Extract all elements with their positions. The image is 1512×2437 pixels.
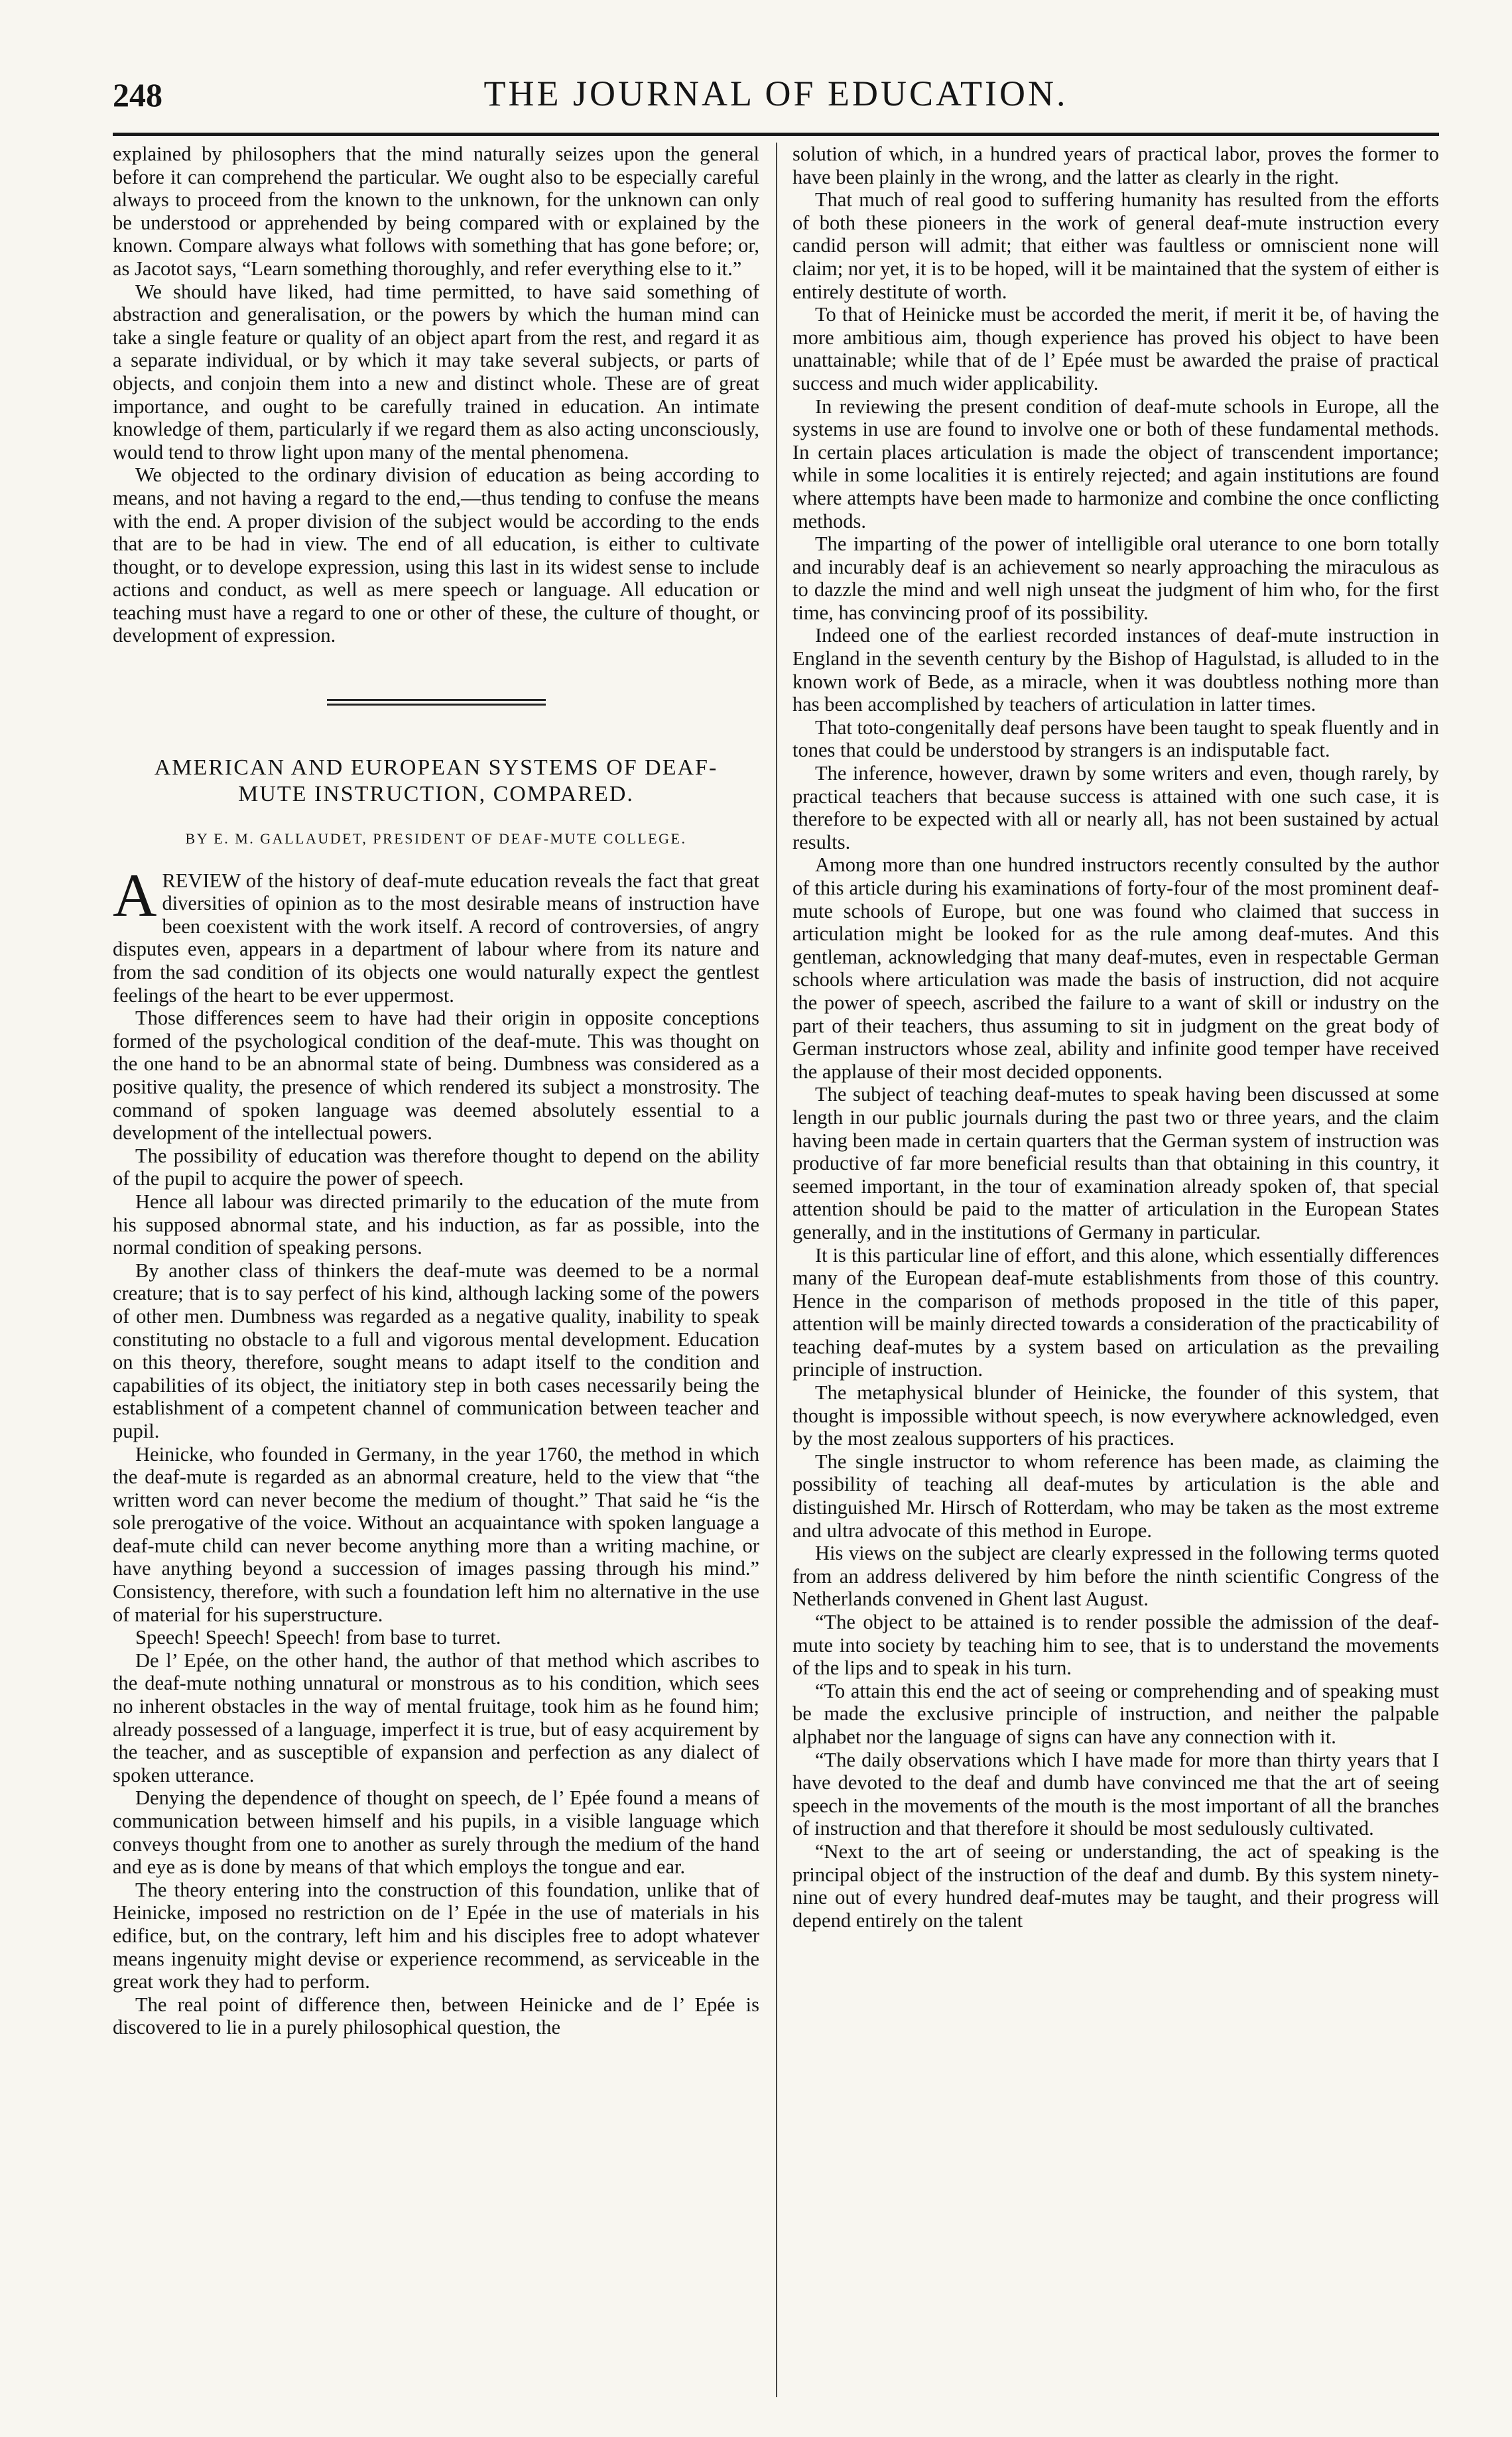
page-number: 248 [113, 76, 162, 113]
paragraph: De l’ Epée, on the other hand, the author of that method which ascribes to the deaf-mute nothing unnatural or monstrous as to his condition, which sees no inherent obstacles in the way of mental fruitage, took him as he found him; already possessed of a language, imperfect it is true, but of easy acquirement by the teacher, and as susceptible of expansion and perfection as any dialect of spoken utterance. [113, 1649, 759, 1786]
paragraph: Among more than one hundred instructors recently consulted by the author of this article during his examinations of forty-four of the most prominent deaf-mute schools of Europe, but one was found who claimed that success in articulation might be looked for as the rule among deaf-mutes. And this gentleman, acknowledging that many deaf-mutes, even in respectable German schools where articulation was made the basis of instruction, did not acquire the power of speech, ascribed the failure to a want of skill or industry on the part of their teachers, thus assuming to sit in judgment on the great body of German instructors whose zeal, ability and infinite good temper have received the applause of their most decided opponents. [792, 853, 1439, 1083]
paragraph: The metaphysical blunder of Heinicke, the founder of this system, that thought is impossible without speech, is now everywhere acknowledged, even by the most zealous supporters of his practices. [792, 1381, 1439, 1450]
paragraph: “The daily observations which I have made for more than thirty years that I have devoted to the deaf and dumb have convinced me that the art of seeing speech in the movements of the mouth is the most important of all the branches of instruction and that therefore it should be most sedulously cultivated. [792, 1748, 1439, 1840]
paragraph: Denying the dependence of thought on speech, de l’ Epée found a means of communication between himself and his pupils, in a visible language which conveys thought from one to another as surely through the medium of the hand and eye as is done by means of that which employs the tongue and ear. [113, 1786, 759, 1879]
paragraph: Hence all labour was directed primarily to the education of the mute from his supposed abnormal state, and his induction, as far as possible, into the normal condition of speaking persons. [113, 1190, 759, 1259]
paragraph: That toto-congenitally deaf persons have been taught to speak fluently and in tones that could be understood by strangers is an indisputable fact. [792, 716, 1439, 762]
paragraph: Those differences seem to have had their origin in opposite conceptions formed of the psychological condition of the deaf-mute. This was thought on the one hand to be an abnormal state of being. Dumbness was considered as a positive quality, the presence of which rendered its subject a monstrosity. The command of spoken language was deemed absolutely essential to a development of the intellectual powers. [113, 1007, 759, 1145]
paragraph: The possibility of education was therefore thought to depend on the ability of the pupil to acquire the power of speech. [113, 1144, 759, 1190]
section-separator [327, 699, 546, 707]
left-column [113, 143, 759, 2039]
paragraph: solution of which, in a hundred years of practical labor, proves the former to have been plainly in the wrong, and the latter as clearly in the right. [792, 143, 1439, 188]
paragraph: By another class of thinkers the deaf-mute was deemed to be a normal creature; that is to say perfect of his kind, although lacking some of the powers of other men. Dumbness was regarded as a negative quality, inability to speak constituting no obstacle to a full and vigorous mental development. Education on this theory, therefore, sought means to adapt itself to the condition and capabilities of its object, the initiatory step in both cases necessarily being the establishment of a competent channel of communication between teacher and pupil. [113, 1259, 759, 1442]
paragraph: The theory entering into the construction of this foundation, unlike that of Heinicke, imposed no restriction on de l’ Epée in the use of materials in his edifice, but, on the contrary, left him and his disciples free to adopt whatever means ingenuity might devise or experience recommend, as serviceable in the great work they had to perform. [113, 1878, 759, 1993]
first-paragraph [113, 861, 759, 1007]
paragraph: It is this particular line of effort, and this alone, which essentially differences many of the European deaf-mute establishments from those of this country. Hence in the comparison of methods proposed in the title of this paper, attention will be mainly directed towards a consideration of the practicability of teaching deaf-mutes by a system based on articulation as the prevailing principle of instruction. [792, 1243, 1439, 1381]
paragraph: Heinicke, who founded in Germany, in the year 1760, the method in which the deaf-mute is regarded as an abnormal creature, held to the view that “the written word can never become the medium of thought.” That said he “is the sole prerogative of the voice. Without an acquaintance with spoken language a deaf-mute child can never become anything more than a writing machine, or have anything beyond a succession of images passing through his mind.” Consistency, therefore, with such a foundation left him no alternative in the use of material for his superstructure. [113, 1442, 759, 1626]
paragraph: The subject of teaching deaf-mutes to speak having been discussed at some length in our public journals during the past two or three years, and the claim having been made in certain quarters that the German system of instruction was productive of far more beneficial results than that obtaining in this country, it seemed important, in the tour of examination already spoken of, that special attention should be paid to the matter of articulation in the European States generally, and in the institutions of Germany in particular. [792, 1083, 1439, 1243]
paragraph: “To attain this end the act of seeing or comprehending and of speaking must be made the exclusive principle of instruction, and neither the palpable alphabet nor the language of signs can have any connection with it. [792, 1679, 1439, 1748]
page-header [113, 66, 1439, 119]
paragraph: In reviewing the present condition of deaf-mute schools in Europe, all the systems in use are found to involve one or both of these fundamental methods. In certain places articulation is made the object of transcendent importance; while in some localities it is entirely rejected; and again institutions are found where attempts have been made to harmonize and combine the once conflicting methods. [792, 395, 1439, 532]
article-title: AMERICAN AND EUROPEAN SYSTEMS OF DEAF-MUTE INSTRUCTION, COMPARED. [154, 755, 718, 807]
running-title: THE JOURNAL OF EDUCATION. [483, 74, 1068, 113]
paragraph: That much of real good to suffering humanity has resulted from the efforts of both these pioneers in the work of general deaf-mute instruction every candid person will admit; that either was faultless or omniscient none will claim; nor yet, it is to be hoped, will it be maintained that the system of either is entirely destitute of worth. [792, 188, 1439, 303]
paragraph: We objected to the ordinary division of education as being according to means, and not having a regard to the end,—thus tending to confuse the means with the end. A proper division of the subject would be according to the ends that are to be had in view. The end of all education, is either to cultivate thought, or to develope expression, using this last in its widest sense to include actions and conduct, as well as mere speech or language. All education or teaching must have a regard to one or other of these, the culture of thought, or development of expression. [113, 464, 759, 647]
paragraph: explained by philosophers that the mind naturally seizes upon the general before it can comprehend the particular. We ought also to be especially careful always to proceed from the known to the unknown, for the unknown can only be understood or apprehended by being compared with or explained by the known. Compare always what follows with something that has gone before; or, as Jacotot says, “Learn something thoroughly, and refer everything else to it.” [113, 143, 759, 280]
paragraph: “Next to the art of seeing or understanding, the act of speaking is the principal object of the instruction of the deaf and dumb. By this system ninety-nine out of every hundred deaf-mutes may be taught, and their progress will depend entirely on the talent [792, 1840, 1439, 1932]
paragraph: We should have liked, had time permitted, to have said something of abstraction and generalisation, or the powers by which the human mind can take a single feature or quality of an object apart from the rest, and regard it as a separate individual, or by which it may take several subjects, or parts of objects, and conjoin them into a new and distinct whole. These are of great importance, and ought to be carefully trained in education. An intimate knowledge of them, particularly if we regard them as also acting unconsciously, would tend to throw light upon many of the mental phenomena. [113, 280, 759, 464]
article-byline: BY E. M. GALLAUDET, PRESIDENT OF DEAF-MUTE COLLEGE. [185, 830, 687, 847]
header-rule [113, 133, 1439, 136]
paragraph: Speech! Speech! Speech! from base to turret. [135, 1626, 501, 1649]
drop-cap: A [113, 861, 157, 929]
paragraph: “The object to be attained is to render possible the admission of the deaf-mute into society by teaching him to see, that is to understand the movements of the lips and to speak in his turn. [792, 1611, 1439, 1680]
right-column [792, 143, 1439, 1932]
paragraph: The real point of difference then, between Heinicke and de l’ Epée is discovered to lie in a purely philosophical question, the [113, 1993, 759, 2039]
first-paragraph-text: REVIEW of the history of deaf-mute education reveals the fact that great diversities of opinion as to the most desirable means of instruction have been coexistent with the work itself. A record of controversies, of angry disputes even, appears in a department of labour where from its nature and from the sad condition of its objects one would naturally expect the gentlest feelings of the heart to be ever uppermost. [113, 869, 759, 1007]
column-divider [776, 143, 777, 2397]
paragraph: The inference, however, drawn by some writers and even, though rarely, by practical teachers that because success is attained with one such case, it is therefore to be expected with all or nearly all, has not been sustained by actual results. [792, 762, 1439, 853]
paragraph: His views on the subject are clearly expressed in the following terms quoted from an address delivered by him before the ninth scientific Congress of the Netherlands convened in Ghent last August. [792, 1542, 1439, 1611]
paragraph: The imparting of the power of intelligible oral uterance to one born totally and incurably deaf is an achievement so nearly approaching the miraculous as to dazzle the mind and well nigh unseat the judgment of him who, for the first time, has convincing proof of its possibility. [792, 532, 1439, 624]
paragraph: Indeed one of the earliest recorded instances of deaf-mute instruction in England in the seventh century by the Bishop of Hagulstad, is alluded to in the known work of Bede, as a miracle, when it was doubtless nothing more than has been accomplished by teachers of articulation in latter times. [792, 624, 1439, 716]
paragraph: To that of Heinicke must be accorded the merit, if merit it be, of having the more ambitious aim, though experience has proved his object to have been unattainable; while that of de l’ Epée must be awarded the praise of practical success and much wider applicability. [792, 303, 1439, 395]
paragraph: The single instructor to whom reference has been made, as claiming the possibility of teaching all deaf-mutes by articulation is the able and distinguished Mr. Hirsch of Rotterdam, who may be taken as the most extreme and ultra advocate of this method in Europe. [792, 1450, 1439, 1542]
